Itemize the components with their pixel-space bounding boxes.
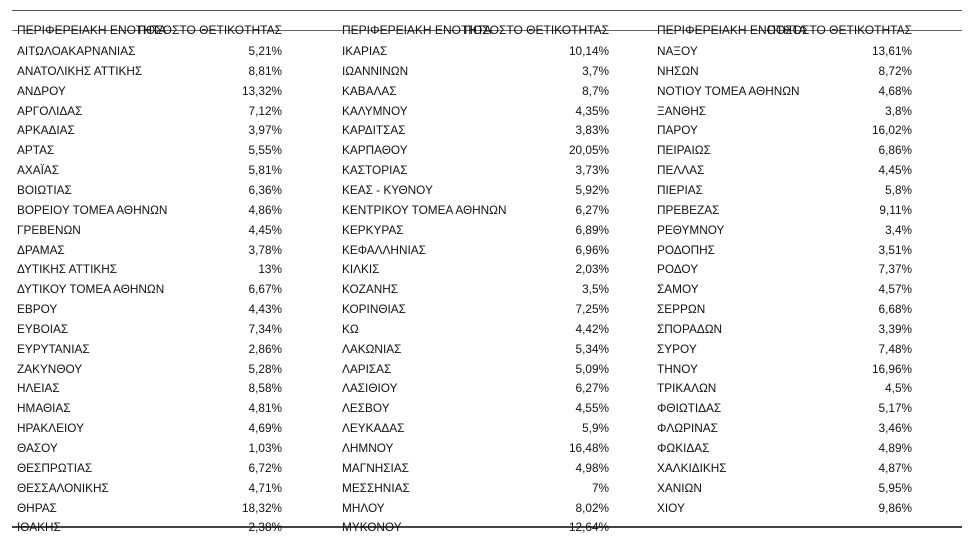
region-name: ΑΡΚΑΔΙΑΣ	[17, 123, 75, 138]
positivity-rate: 4,89%	[878, 441, 912, 455]
header-region: ΠΕΡΙΦΕΡΕΙΑΚΗ ΕΝΟΤΗΤΑ	[342, 23, 492, 37]
region-name: ΤΡΙΚΑΛΩΝ	[657, 381, 717, 396]
region-name: ΙΚΑΡΙΑΣ	[342, 44, 388, 58]
positivity-rate: 4,71%	[248, 480, 282, 495]
positivity-rate: 7,37%	[878, 262, 912, 277]
positivity-rate: 1,03%	[248, 441, 282, 455]
positivity-rate: 5,8%	[885, 182, 912, 197]
region-name: ΛΑΡΙΣΑΣ	[342, 361, 392, 376]
region-name: ΚΩ	[342, 321, 359, 336]
region-name: ΜΕΣΣΗΝΙΑΣ	[342, 480, 410, 495]
positivity-rate: 20,05%	[568, 143, 609, 158]
positivity-rate: 6,96%	[575, 242, 609, 257]
positivity-rate: 13,32%	[241, 83, 282, 98]
region-name: ΚΕΑΣ - ΚΥΘΝΟΥ	[342, 182, 433, 197]
positivity-rate: 4,87%	[878, 460, 912, 475]
region-name: ΜΥΚΟΝΟΥ	[342, 520, 402, 535]
positivity-rate: 9,11%	[879, 202, 912, 217]
positivity-rate: 3,51%	[878, 242, 912, 257]
region-name: ΡΟΔΟΠΗΣ	[657, 242, 715, 257]
positivity-rate: 3,5%	[582, 282, 609, 297]
positivity-rate: 4,55%	[575, 401, 609, 416]
positivity-rate: 4,69%	[248, 421, 282, 436]
positivity-rate: 4,57%	[878, 282, 912, 297]
region-name: ΑΝΔΡΟΥ	[17, 83, 66, 98]
region-name: ΕΒΡΟΥ	[17, 302, 58, 317]
region-name: ΠΕΙΡΑΙΩΣ	[657, 143, 711, 158]
region-name: ΝΗΣΩΝ	[657, 63, 699, 78]
region-name: ΝΑΞΟΥ	[657, 44, 698, 58]
region-name: ΕΥΒΟΙΑΣ	[17, 321, 69, 336]
region-name: ΜΗΛΟΥ	[342, 500, 385, 515]
positivity-rate: 4,45%	[878, 163, 912, 178]
region-name: ΝΟΤΙΟΥ ΤΟΜΕΑ ΑΘΗΝΩΝ	[657, 83, 800, 98]
region-name: ΘΕΣΣΑΛΟΝΙΚΗΣ	[17, 480, 109, 495]
region-name: ΛΕΣΒΟΥ	[342, 401, 390, 416]
region-name: ΤΗΝΟΥ	[657, 361, 698, 376]
header-region: ΠΕΡΙΦΕΡΕΙΑΚΗ ΕΝΟΤΗΤΑ	[17, 23, 167, 37]
positivity-rate: 3,73%	[575, 163, 609, 178]
region-name: ΣΠΟΡΑΔΩΝ	[657, 321, 723, 336]
positivity-rate: 6,36%	[248, 182, 282, 197]
region-name: ΦΩΚΙΔΑΣ	[657, 441, 710, 455]
region-name: ΚΟΖΑΝΗΣ	[342, 282, 399, 297]
positivity-rate: 16,96%	[871, 361, 912, 376]
positivity-rate: 8,81%	[248, 63, 282, 78]
positivity-rate: 6,27%	[575, 381, 609, 396]
region-name: ΦΘΙΩΤΙΔΑΣ	[657, 401, 722, 416]
positivity-rate: 7,12%	[248, 103, 282, 118]
positivity-rate: 13%	[258, 262, 282, 277]
region-name: ΚΕΡΚΥΡΑΣ	[342, 222, 404, 237]
positivity-rate: 10,14%	[568, 44, 609, 58]
positivity-rate: 13,61%	[871, 44, 912, 58]
positivity-rate: 8,58%	[248, 381, 282, 396]
positivity-rate: 4,86%	[248, 202, 282, 217]
positivity-rate: 8,7%	[582, 83, 609, 98]
region-name: ΘΗΡΑΣ	[17, 500, 57, 515]
positivity-rate: 2,38%	[248, 520, 282, 535]
region-name: ΒΟΙΩΤΙΑΣ	[17, 182, 72, 197]
region-name: ΚΑΒΑΛΑΣ	[342, 83, 397, 98]
positivity-rate: 3,4%	[885, 222, 912, 237]
region-name: ΗΜΑΘΙΑΣ	[17, 401, 71, 416]
region-name: ΚΑΡΠΑΘΟΥ	[342, 143, 408, 158]
header-region: ΠΕΡΙΦΕΡΕΙΑΚΗ ΕΝΟΤΗΤΑ	[657, 23, 807, 37]
positivity-rate: 3,39%	[878, 321, 912, 336]
region-name: ΛΗΜΝΟΥ	[342, 441, 394, 455]
region-name: ΑΙΤΩΛΟΑΚΑΡΝΑΝΙΑΣ	[17, 44, 136, 58]
region-name: ΘΑΣΟΥ	[17, 441, 58, 455]
positivity-rate: 4,45%	[248, 222, 282, 237]
region-name: ΠΕΛΛΑΣ	[657, 163, 705, 178]
region-name: ΣΑΜΟΥ	[657, 282, 699, 297]
region-name: ΣΥΡΟΥ	[657, 341, 697, 356]
positivity-rate: 6,27%	[575, 202, 609, 217]
positivity-rate: 8,72%	[878, 63, 912, 78]
positivity-rate: 6,68%	[878, 302, 912, 317]
region-name: ΠΡΕΒΕΖΑΣ	[657, 202, 720, 217]
positivity-rate: 3,97%	[248, 123, 282, 138]
header-positivity-rate: ΠΟΣΟΣΤΟ ΘΕΤΙΚΟΤΗΤΑΣ	[767, 23, 912, 37]
region-name: ΖΑΚΥΝΘΟΥ	[17, 361, 83, 376]
positivity-rate: 5,92%	[575, 182, 609, 197]
region-name: ΡΕΘΥΜΝΟΥ	[657, 222, 725, 237]
positivity-rate: 6,86%	[878, 143, 912, 158]
table-top-border	[12, 10, 962, 11]
region-name: ΒΟΡΕΙΟΥ ΤΟΜΕΑ ΑΘΗΝΩΝ	[17, 202, 168, 217]
positivity-rate: 4,43%	[248, 302, 282, 317]
region-name: ΑΡΓΟΛΙΔΑΣ	[17, 103, 83, 118]
positivity-rate: 3,46%	[878, 421, 912, 436]
positivity-rate: 6,89%	[575, 222, 609, 237]
region-name: ΛΑΚΩΝΙΑΣ	[342, 341, 402, 356]
region-name: ΛΕΥΚΑΔΑΣ	[342, 421, 405, 436]
region-name: ΚΙΛΚΙΣ	[342, 262, 380, 277]
positivity-rate: 5,9%	[582, 421, 609, 436]
region-name: ΠΑΡΟΥ	[657, 123, 698, 138]
positivity-rate: 6,72%	[248, 460, 282, 475]
region-name: ΚΟΡΙΝΘΙΑΣ	[342, 302, 406, 317]
region-name: ΔΥΤΙΚΗΣ ΑΤΤΙΚΗΣ	[17, 262, 118, 277]
region-name: ΧΙΟΥ	[657, 500, 685, 515]
positivity-rate: 5,09%	[575, 361, 609, 376]
positivity-rate: 18,32%	[241, 500, 282, 515]
region-name: ΙΩΑΝΝΙΝΩΝ	[342, 63, 409, 78]
region-name: ΑΝΑΤΟΛΙΚΗΣ ΑΤΤΙΚΗΣ	[17, 63, 143, 78]
region-name: ΦΛΩΡΙΝΑΣ	[657, 421, 718, 436]
positivity-rate: 4,35%	[575, 103, 609, 118]
positivity-rate: 5,28%	[248, 361, 282, 376]
region-name: ΠΙΕΡΙΑΣ	[657, 182, 703, 197]
positivity-rate: 7,25%	[575, 302, 609, 317]
region-name: ΚΑΛΥΜΝΟΥ	[342, 103, 408, 118]
region-name: ΧΑΛΚΙΔΙΚΗΣ	[657, 460, 727, 475]
positivity-rate: 5,17%	[878, 401, 912, 416]
positivity-rate: 4,68%	[878, 83, 912, 98]
positivity-rate: 3,8%	[885, 103, 912, 118]
region-name: ΕΥΡΥΤΑΝΙΑΣ	[17, 341, 90, 356]
positivity-rate: 2,86%	[248, 341, 282, 356]
region-name: ΛΑΣΙΘΙΟΥ	[342, 381, 398, 396]
positivity-rate: 6,67%	[248, 282, 282, 297]
positivity-rate: 2,03%	[575, 262, 609, 277]
positivity-rate: 4,81%	[248, 401, 282, 416]
region-name: ΓΡΕΒΕΝΩΝ	[17, 222, 81, 237]
positivity-rate: 4,5%	[885, 381, 912, 396]
region-name: ΞΑΝΘΗΣ	[657, 103, 707, 118]
region-name: ΔΡΑΜΑΣ	[17, 242, 65, 257]
region-name: ΙΘΑΚΗΣ	[17, 520, 61, 535]
positivity-rate: 7,48%	[878, 341, 912, 356]
positivity-rate: 9,86%	[878, 500, 912, 515]
region-name: ΚΕΝΤΡΙΚΟΥ ΤΟΜΕΑ ΑΘΗΝΩΝ	[342, 202, 507, 217]
positivity-rate: 5,81%	[248, 163, 282, 178]
region-name: ΚΑΡΔΙΤΣΑΣ	[342, 123, 406, 138]
positivity-rate: 4,42%	[575, 321, 609, 336]
positivity-rate: 16,48%	[568, 441, 609, 455]
positivity-rate: 4,98%	[575, 460, 609, 475]
region-name: ΡΟΔΟΥ	[657, 262, 699, 277]
region-name: ΧΑΝΙΩΝ	[657, 480, 702, 495]
positivity-rate: 3,78%	[248, 242, 282, 257]
positivity-rate: 16,02%	[871, 123, 912, 138]
region-name: ΗΛΕΙΑΣ	[17, 381, 60, 396]
positivity-rate: 5,34%	[575, 341, 609, 356]
region-name: ΔΥΤΙΚΟΥ ΤΟΜΕΑ ΑΘΗΝΩΝ	[17, 282, 165, 297]
header-positivity-rate: ΠΟΣΟΣΤΟ ΘΕΤΙΚΟΤΗΤΑΣ	[464, 23, 609, 37]
positivity-rate: 8,02%	[575, 500, 609, 515]
region-name: ΘΕΣΠΡΩΤΙΑΣ	[17, 460, 93, 475]
region-name: ΑΧΑΪΑΣ	[17, 163, 60, 178]
positivity-rate: 7,34%	[248, 321, 282, 336]
positivity-rate: 7%	[591, 480, 609, 495]
region-name: ΚΕΦΑΛΛΗΝΙΑΣ	[342, 242, 426, 257]
region-name: ΚΑΣΤΟΡΙΑΣ	[342, 163, 408, 178]
region-name: ΣΕΡΡΩΝ	[657, 302, 706, 317]
positivity-rate: 5,95%	[878, 480, 912, 495]
positivity-rate: 12,64%	[568, 520, 609, 535]
positivity-rate: 3,7%	[582, 63, 609, 78]
positivity-rate: 3,83%	[575, 123, 609, 138]
region-name: ΜΑΓΝΗΣΙΑΣ	[342, 460, 409, 475]
positivity-rate: 5,55%	[248, 143, 282, 158]
header-positivity-rate: ΠΟΣΟΣΤΟ ΘΕΤΙΚΟΤΗΤΑΣ	[137, 23, 282, 37]
region-name: ΗΡΑΚΛΕΙΟΥ	[17, 421, 84, 436]
region-name: ΑΡΤΑΣ	[17, 143, 55, 158]
positivity-rate: 5,21%	[248, 44, 282, 58]
